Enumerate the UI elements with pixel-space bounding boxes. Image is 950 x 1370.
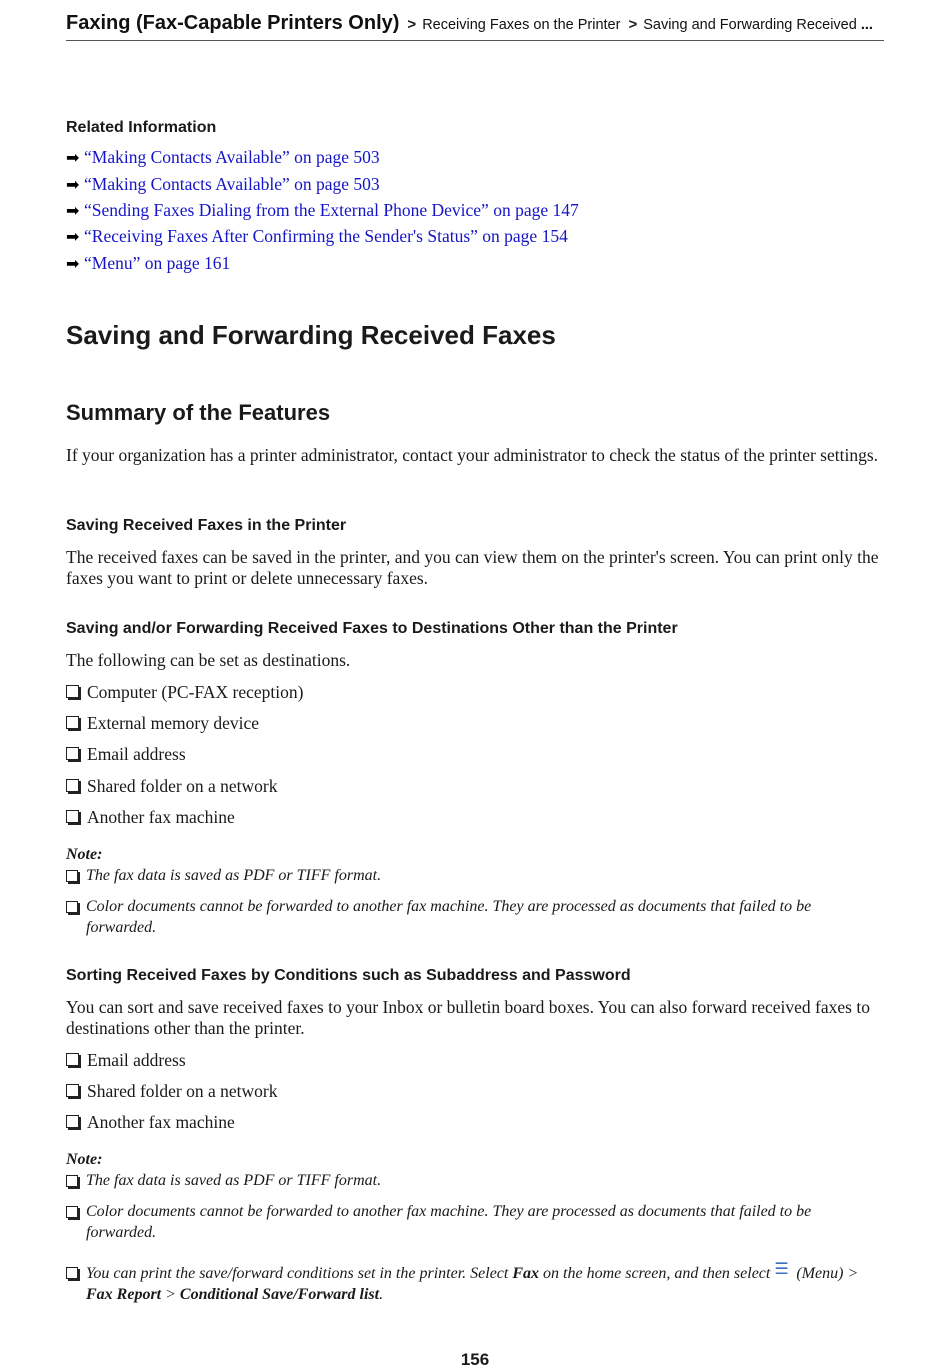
checkbox-bullet-icon <box>66 1084 79 1097</box>
saving-in-printer-paragraph: The received faxes can be saved in the printer, and you can view them on the printer's screen. You can print only the faxes you want to print or delete unnecessary faxes. <box>66 547 879 588</box>
checkbox-bullet-icon <box>66 1175 78 1187</box>
checkbox-bullet-icon <box>66 779 79 792</box>
breadcrumb-ellipsis: ... <box>860 17 873 33</box>
note-label: Note: <box>66 846 103 863</box>
checkbox-bullet-icon <box>66 901 78 913</box>
breadcrumb-receiving-faxes: Receiving Faxes on the Printer <box>422 17 621 33</box>
related-information-title: Related Information <box>66 119 217 136</box>
checkbox-bullet-icon <box>66 747 79 760</box>
sorting-heading: Sorting Received Faxes by Conditions such as Subaddress and Password <box>66 967 631 984</box>
running-header <box>66 12 884 41</box>
arrow-right-icon: ➡ <box>66 201 80 220</box>
section-heading: Saving and Forwarding Received Faxes <box>66 320 556 350</box>
checkbox-bullet-icon <box>66 810 79 823</box>
list-item: Computer (PC-FAX reception) <box>66 682 303 703</box>
breadcrumb-separator: > <box>628 16 638 33</box>
related-link[interactable]: ➡ “Making Contacts Available” on page 503 <box>66 147 380 167</box>
related-link[interactable]: ➡ “Receiving Faxes After Confirming the Sender's Status” on page 154 <box>66 226 568 246</box>
breadcrumb-separator: > <box>407 16 417 33</box>
page-number: 156 <box>460 1350 490 1369</box>
list-item: Email address <box>66 1050 186 1071</box>
list-item: Another fax machine <box>66 1112 235 1133</box>
fax-report-label: Fax Report <box>86 1286 162 1303</box>
note-item: You can print the save/forward conditions set in the printer. Select Fax on the home screen, and then select ☰ (Menu) > Fax Report > Conditional Save/Forward list. <box>66 1262 884 1305</box>
checkbox-bullet-icon <box>66 716 79 729</box>
sorting-paragraph: You can sort and save received faxes to your Inbox or bulletin board boxes. You can also forward received faxes to destinations other than the printer. <box>66 997 870 1038</box>
destinations-intro: The following can be set as destinations. <box>66 650 351 670</box>
checkbox-bullet-icon <box>66 1206 78 1218</box>
conditional-list-label: Conditional Save/Forward list <box>179 1286 380 1303</box>
intro-paragraph: If your organization has a printer administrator, contact your administrator to check the status of the printer settings. <box>66 445 879 465</box>
related-link[interactable]: ➡ “Sending Faxes Dialing from the External Phone Device” on page 147 <box>66 200 579 220</box>
related-link[interactable]: ➡ “Making Contacts Available” on page 503 <box>66 174 380 194</box>
list-item: Another fax machine <box>66 807 235 828</box>
arrow-right-icon: ➡ <box>66 227 80 246</box>
arrow-right-icon: ➡ <box>66 254 80 273</box>
header-chapter-title: Faxing (Fax-Capable Printers Only) <box>66 12 400 34</box>
note-label: Note: <box>66 1151 103 1168</box>
related-link[interactable]: ➡ “Menu” on page 161 <box>66 253 231 273</box>
note-item: Color documents cannot be forwarded to another fax machine. They are processed as documents that failed to be forwarded. <box>66 1201 866 1243</box>
list-item: External memory device <box>66 713 259 734</box>
list-item: Email address <box>66 744 186 765</box>
checkbox-bullet-icon <box>66 685 79 698</box>
arrow-right-icon: ➡ <box>66 148 80 167</box>
checkbox-bullet-icon <box>66 1115 79 1128</box>
checkbox-bullet-icon <box>66 1267 78 1279</box>
fax-label: Fax <box>512 1265 540 1282</box>
checkbox-bullet-icon <box>66 870 78 882</box>
breadcrumb-saving-forwarding: Saving and Forwarding Received <box>643 17 857 33</box>
saving-in-printer-heading: Saving Received Faxes in the Printer <box>66 517 347 534</box>
note-item: Color documents cannot be forwarded to another fax machine. They are processed as documents that failed to be forwarded. <box>66 896 866 938</box>
forwarding-destinations-heading: Saving and/or Forwarding Received Faxes to Destinations Other than the Printer <box>66 620 678 637</box>
subsection-heading: Summary of the Features <box>66 400 331 425</box>
arrow-right-icon: ➡ <box>66 175 80 194</box>
note-item: The fax data is saved as PDF or TIFF format. <box>66 1170 866 1191</box>
checkbox-bullet-icon <box>66 1053 79 1066</box>
list-item: Shared folder on a network <box>66 776 278 797</box>
list-item: Shared folder on a network <box>66 1081 278 1102</box>
menu-icon: ☰ <box>774 1259 789 1278</box>
note-item: The fax data is saved as PDF or TIFF format. <box>66 865 866 886</box>
